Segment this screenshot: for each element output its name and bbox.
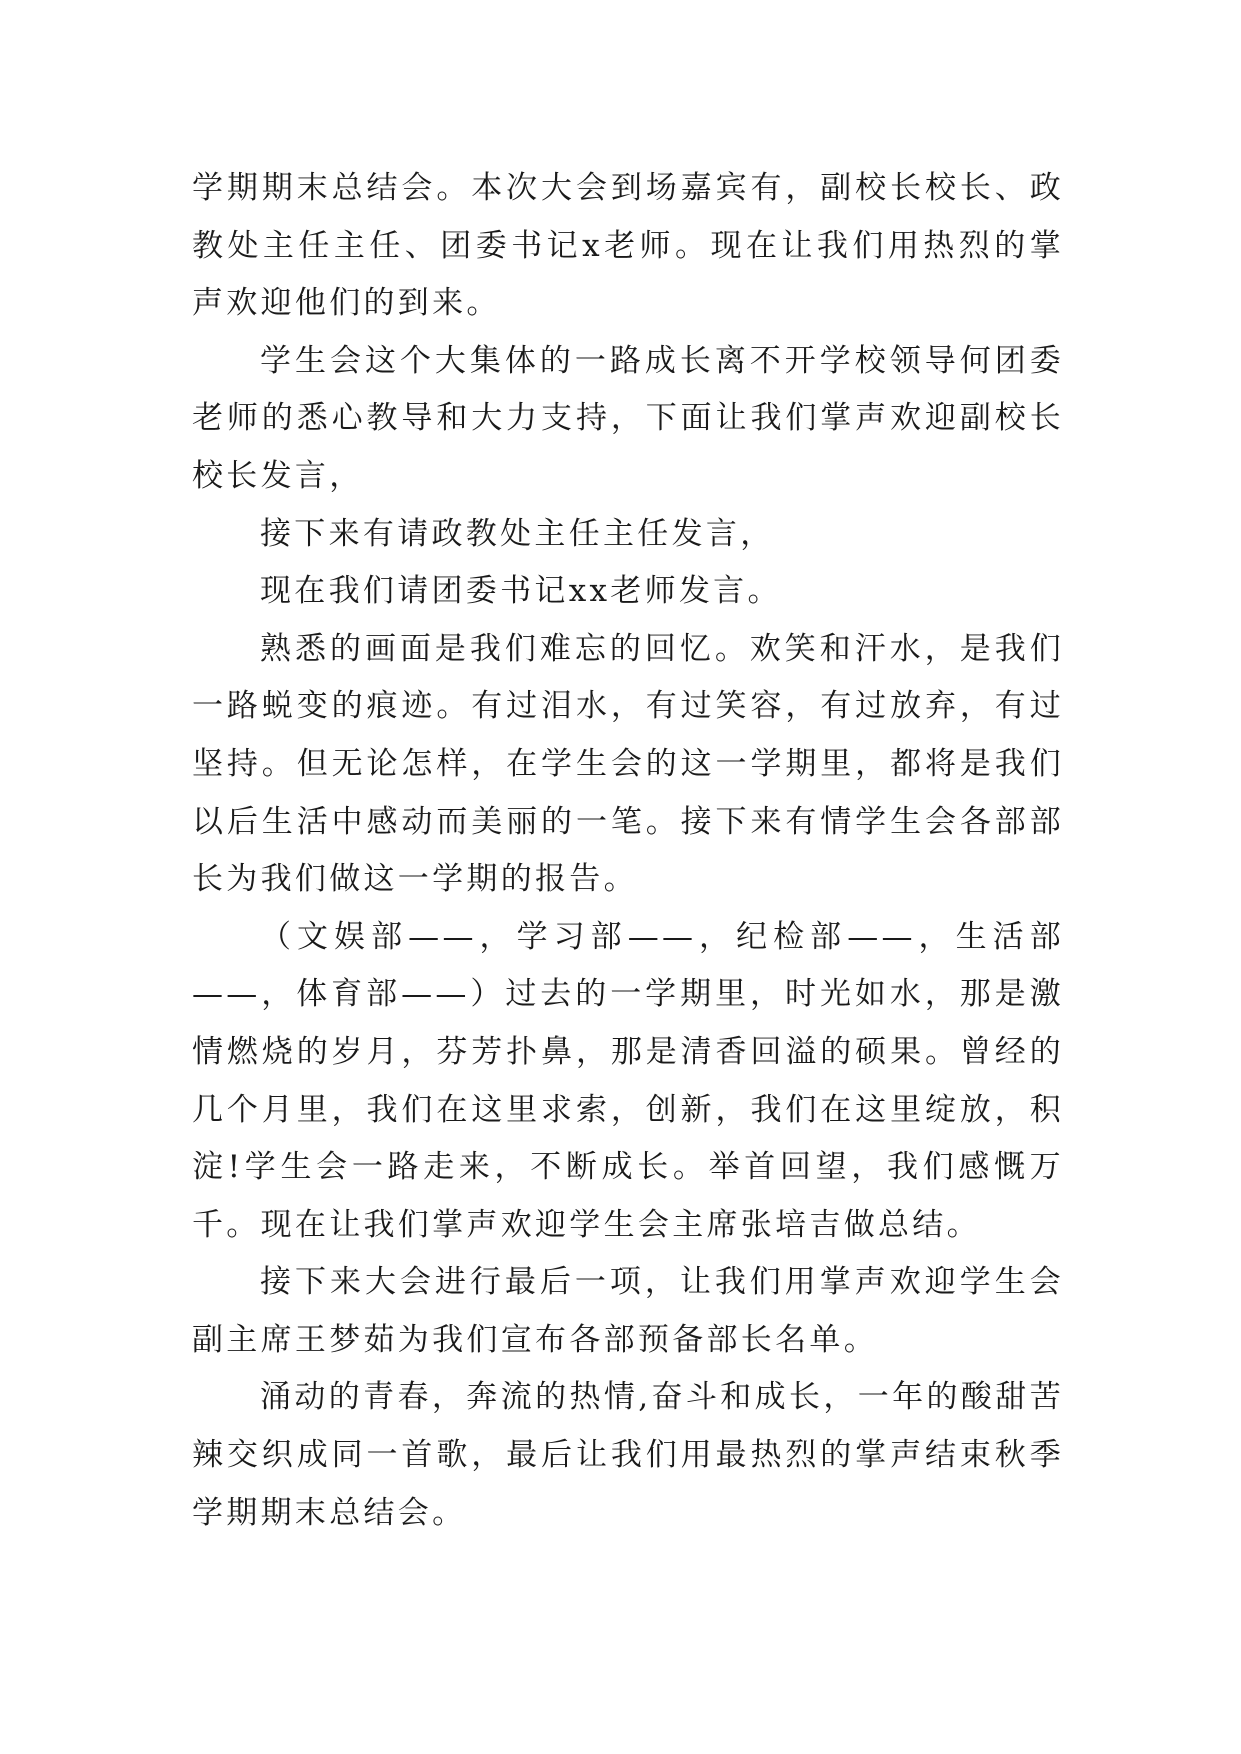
paragraph-5: 熟悉的画面是我们难忘的回忆。欢笑和汗水，是我们一路蜕变的痕迹。有过泪水，有过笑容，有过放弃，有过坚持。但无论怎样，在学生会的这一学期里，都将是我们以后生活中感动而美丽的一笔。接下来有情学生会各部部长为我们做这一学期的报告。 [192,630,1064,898]
paragraph-3: 接下来有请政教处主任主任发言， [260,515,775,552]
paragraph-7: 接下来大会进行最后一项，让我们用掌声欢迎学生会副主席王梦茹为我们宣布各部预备部长名单。 [192,1264,1064,1358]
paragraph-8: 涌动的青春，奔流的热情,奋斗和成长，一年的酸甜苦辣交织成同一首歌，最后让我们用最热烈的掌声结束秋季学期期末总结会。 [192,1379,1064,1531]
paragraph-4: 现在我们请团委书记xx老师发言。 [260,573,782,610]
document-body [192,160,1064,1542]
paragraph-1: 学期期末总结会。本次大会到场嘉宾有，副校长校长、政教处主任主任、团委书记x老师。现在让我们用热烈的掌声欢迎他们的到来。 [192,170,1064,322]
paragraph-2: 学生会这个大集体的一路成长离不开学校领导何团委老师的悉心教导和大力支持，下面让我们掌声欢迎副校长校长发言， [192,342,1064,494]
paragraph-6: （文娱部——，学习部——，纪检部——，生活部——，体育部——）过去的一学期里，时光如水，那是激情燃烧的岁月，芬芳扑鼻，那是清香回溢的硕果。曾经的几个月里，我们在这里求索，创新，我们在这里绽放，积淀!学生会一路走来，不断成长。举首回望，我们感慨万千。现在让我们掌声欢迎学生会主席张培吉做总结。 [192,918,1064,1243]
